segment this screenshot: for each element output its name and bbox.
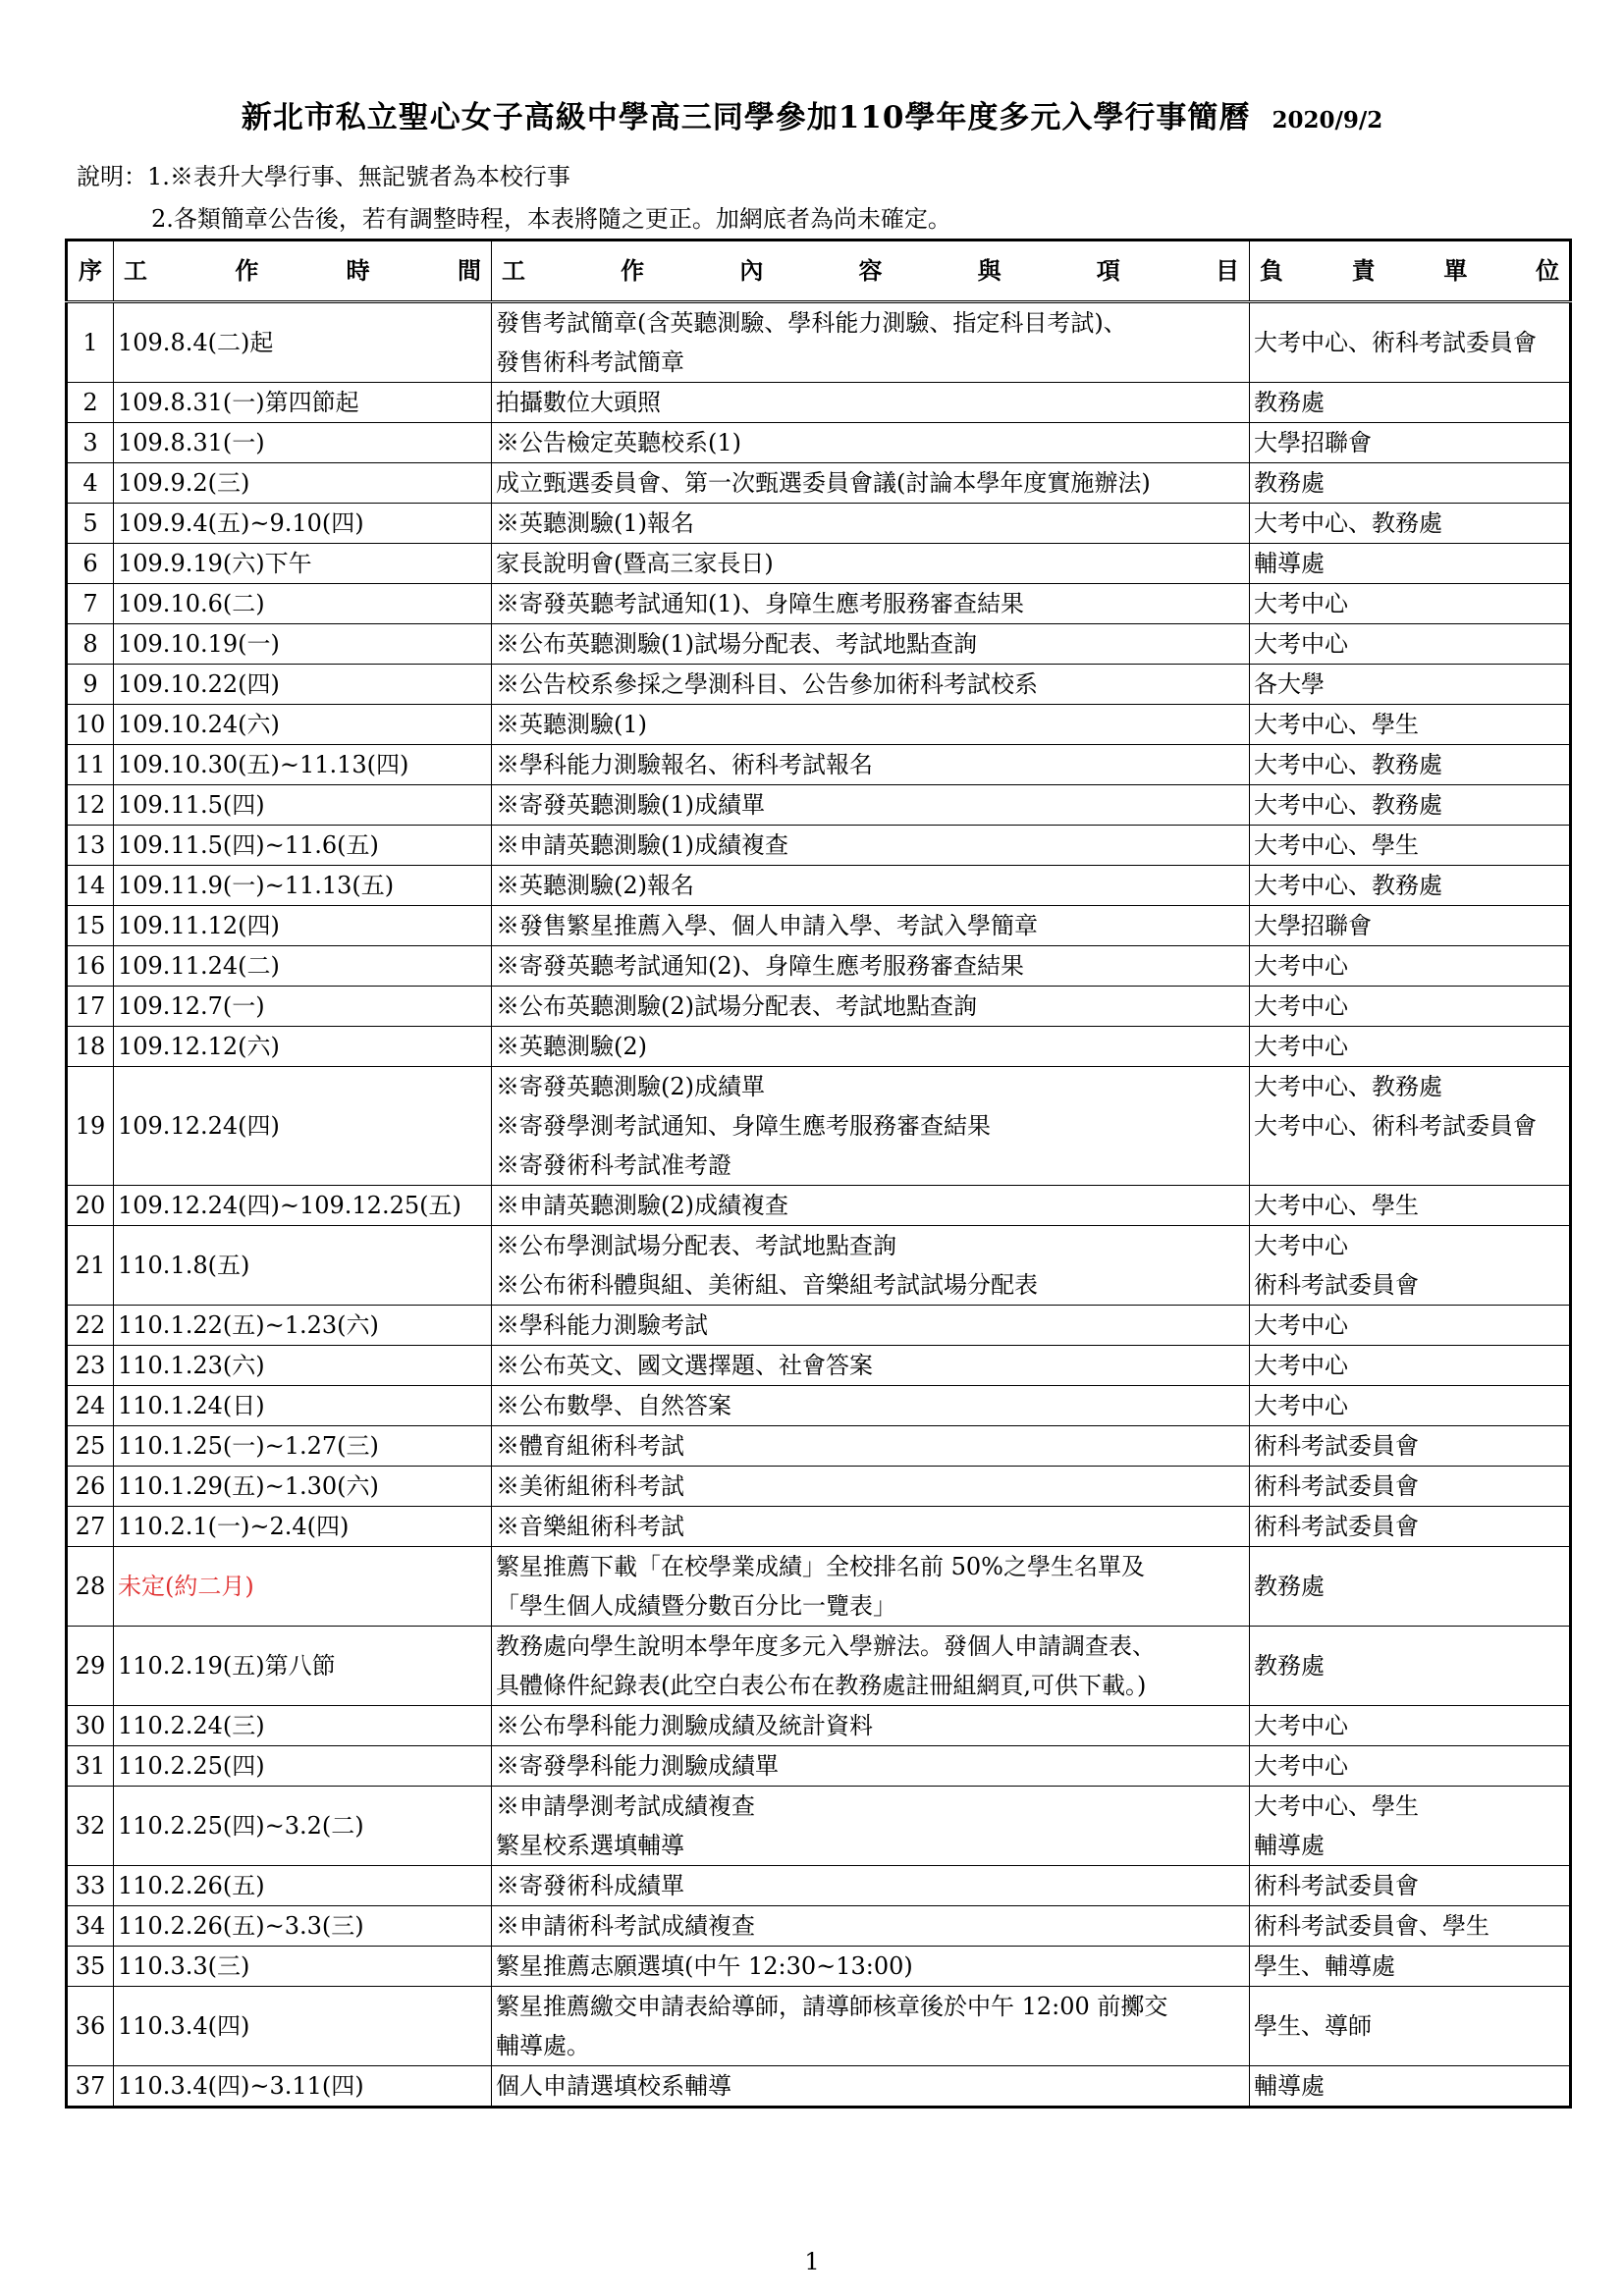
row-number: 15 [67,906,114,946]
content-line: 發售考試簡章(含英聽測驗、學科能力測驗、指定科目考試)、 [496,309,1127,337]
row-number: 7 [67,584,114,624]
row-number: 16 [67,946,114,987]
row-number: 12 [67,785,114,826]
row-content [492,1386,1250,1426]
row-unit [1250,1906,1571,1947]
unit-line: 術科考試委員會 [1254,1432,1419,1460]
row-content [492,1067,1250,1186]
row-number: 6 [67,544,114,584]
header-char: 單 [1443,256,1468,285]
content-line: ※發售繁星推薦入學、個人申請入學、考試入學簡章 [496,912,1038,939]
row-content [492,1226,1250,1306]
row-number: 4 [67,463,114,504]
row-unit [1250,1787,1571,1866]
row-time: 110.2.26(五)~3.3(三) [114,1906,492,1947]
row-time: 109.10.30(五)~11.13(四) [114,745,492,785]
content-line: ※寄發英聽考試通知(1)、身障生應考服務審查結果 [496,590,1024,617]
table-row [67,544,1571,584]
row-time: 109.10.19(一) [114,624,492,665]
row-time: 110.3.4(四) [114,1987,492,2066]
header-char: 作 [621,256,645,285]
table-row [67,1186,1571,1226]
row-content [492,584,1250,624]
content-line: 繁星推薦下載「在校學業成績」全校排名前 50%之學生名單及 [496,1553,1145,1580]
content-line: ※公告檢定英聽校系(1) [496,429,741,456]
content-line: ※公告校系參採之學測科目、公告參加術科考試校系 [496,670,1038,698]
row-content [492,1027,1250,1067]
row-content [492,906,1250,946]
row-content [492,2066,1250,2108]
content-line: ※英聽測驗(2)報名 [496,872,694,899]
row-number: 27 [67,1507,114,1547]
content-line: 繁星推薦繳交申請表給導師，請導師核章後於中午 12:00 前擲交 [496,1993,1168,2020]
unit-line: 大考中心 [1254,590,1348,617]
unit-line: 大考中心 [1254,992,1348,1020]
row-unit [1250,826,1571,866]
header-char: 工 [124,256,147,285]
content-line: 教務處向學生說明本學年度多元入學辦法。發個人申請調查表、 [496,1632,1156,1660]
document-date: 2020/9/2 [1272,107,1383,133]
table-row [67,1987,1571,2066]
table-row [67,866,1571,906]
content-line: ※音樂組術科考試 [496,1513,684,1540]
table-row [67,705,1571,745]
row-number: 11 [67,745,114,785]
table-row [67,1866,1571,1906]
row-unit [1250,383,1571,423]
row-number: 9 [67,665,114,705]
table-row [67,1306,1571,1346]
table-row [67,946,1571,987]
unit-line: 大考中心、教務處 [1254,1073,1442,1100]
content-line: ※公布學測試場分配表、考試地點查詢 [496,1232,896,1259]
unit-line: 大考中心 [1254,1352,1348,1379]
row-number: 33 [67,1866,114,1906]
row-time: 109.12.7(一) [114,987,492,1027]
unit-line: 大考中心、術科考試委員會 [1254,329,1537,356]
unit-line: 大學招聯會 [1254,912,1372,939]
header-char: 工 [502,256,525,285]
row-content [492,866,1250,906]
row-time: 110.2.1(一)~2.4(四) [114,1507,492,1547]
unit-line [1254,1146,1565,1185]
row-unit [1250,1706,1571,1746]
header-row [67,240,1571,302]
unit-line: 大考中心 [1254,1033,1348,1060]
content-line: 發售術科考試簡章 [496,348,684,376]
row-unit [1250,1987,1571,2066]
row-number: 23 [67,1346,114,1386]
row-unit [1250,302,1571,383]
row-content [492,1746,1250,1787]
unit-line: 術科考試委員會 [1254,1472,1419,1500]
unit-line: 大考中心、學生 [1254,711,1419,738]
table-row [67,1787,1571,1866]
unit-line: 教務處 [1254,389,1325,416]
content-line: ※申請英聽測驗(1)成績複查 [496,831,788,859]
content-line: 拍攝數位大頭照 [496,389,661,416]
row-unit [1250,1947,1571,1987]
row-time: 110.2.19(五)第八節 [114,1627,492,1706]
row-number: 28 [67,1547,114,1627]
row-content [492,1346,1250,1386]
content-line: ※寄發英聽考試通知(2)、身障生應考服務審查結果 [496,952,1024,980]
header-content [492,240,1250,302]
unit-line: 教務處 [1254,1573,1325,1600]
row-unit [1250,544,1571,584]
row-content [492,1547,1250,1627]
unit-line: 大考中心、學生 [1254,1192,1419,1219]
row-unit [1250,946,1571,987]
row-time: 109.10.22(四) [114,665,492,705]
row-time: 110.1.8(五) [114,1226,492,1306]
row-number: 30 [67,1706,114,1746]
row-number: 19 [67,1067,114,1186]
content-line: ※體育組術科考試 [496,1432,684,1460]
content-line: ※寄發術科考試准考證 [496,1151,731,1179]
row-content [492,1467,1250,1507]
row-number: 34 [67,1906,114,1947]
header-char: 目 [1215,256,1239,285]
unit-line: 大考中心、學生 [1254,831,1419,859]
row-time: 110.1.25(一)~1.27(三) [114,1426,492,1467]
row-time: 109.11.5(四)~11.6(五) [114,826,492,866]
row-time: 109.12.24(四) [114,1067,492,1186]
header-char: 時 [346,256,370,285]
row-number: 2 [67,383,114,423]
row-time: 109.9.19(六)下午 [114,544,492,584]
row-unit [1250,1547,1571,1627]
unit-line: 術科考試委員會 [1254,1271,1419,1299]
row-unit [1250,1067,1571,1186]
row-number: 26 [67,1467,114,1507]
header-char: 容 [858,256,883,285]
row-time: 109.8.4(二)起 [114,302,492,383]
row-time: 109.11.9(一)~11.13(五) [114,866,492,906]
row-number: 37 [67,2066,114,2108]
table-row [67,2066,1571,2108]
row-unit [1250,1027,1571,1067]
row-unit [1250,906,1571,946]
row-unit [1250,987,1571,1027]
row-unit [1250,504,1571,544]
table-row [67,1467,1571,1507]
unit-line: 大考中心、教務處 [1254,751,1442,778]
table-row [67,665,1571,705]
content-line: ※申請學測考試成績複查 [496,1792,755,1820]
row-content [492,1186,1250,1226]
row-unit [1250,866,1571,906]
row-unit [1250,624,1571,665]
row-number: 8 [67,624,114,665]
row-number: 14 [67,866,114,906]
table-row [67,906,1571,946]
unit-line: 術科考試委員會 [1254,1513,1419,1540]
row-content [492,785,1250,826]
table-row [67,1547,1571,1627]
header-char: 作 [235,256,259,285]
row-time: 未定(約二月) [114,1547,492,1627]
row-content [492,1306,1250,1346]
header-time [114,240,492,302]
unit-line: 大學招聯會 [1254,429,1372,456]
unit-line: 大考中心 [1254,1712,1348,1739]
row-number: 5 [67,504,114,544]
row-time: 110.3.4(四)~3.11(四) [114,2066,492,2108]
row-unit [1250,1627,1571,1706]
header-unit [1250,240,1571,302]
row-content [492,705,1250,745]
row-number: 3 [67,423,114,463]
unit-line: 大考中心、教務處 [1254,509,1442,537]
content-line: ※申請英聽測驗(2)成績複查 [496,1192,788,1219]
row-content [492,383,1250,423]
table-row [67,826,1571,866]
row-unit [1250,1746,1571,1787]
row-content [492,624,1250,665]
content-line: ※英聽測驗(1)報名 [496,509,694,537]
row-content [492,1507,1250,1547]
row-number: 36 [67,1987,114,2066]
row-unit [1250,745,1571,785]
unit-line: 大考中心 [1254,1311,1348,1339]
row-unit [1250,785,1571,826]
row-unit [1250,2066,1571,2108]
row-time: 109.8.31(一)第四節起 [114,383,492,423]
row-unit [1250,1186,1571,1226]
row-time: 109.11.24(二) [114,946,492,987]
row-content [492,423,1250,463]
table-row [67,1706,1571,1746]
table-row [67,1906,1571,1947]
row-unit [1250,1346,1571,1386]
unit-line: 各大學 [1254,670,1325,698]
row-unit [1250,463,1571,504]
unit-line: 大考中心 [1254,1232,1348,1259]
row-unit [1250,423,1571,463]
unit-line: 大考中心、教務處 [1254,791,1442,819]
row-unit [1250,1306,1571,1346]
unit-line: 術科考試委員會、學生 [1254,1912,1489,1940]
row-content [492,463,1250,504]
content-line: ※公布學科能力測驗成績及統計資料 [496,1712,873,1739]
row-number: 35 [67,1947,114,1987]
content-line: ※寄發學測考試通知、身障生應考服務審查結果 [496,1112,991,1140]
row-time: 110.2.25(四) [114,1746,492,1787]
content-line: ※學科能力測驗考試 [496,1311,708,1339]
row-unit [1250,1386,1571,1426]
row-content [492,1987,1250,2066]
content-line: 輔導處。 [496,2032,590,2059]
header-char: 位 [1535,256,1559,285]
row-time: 110.1.29(五)~1.30(六) [114,1467,492,1507]
header-char: 與 [977,256,1001,285]
unit-line: 教務處 [1254,469,1325,497]
table-row [67,1947,1571,1987]
content-line: ※寄發英聽測驗(1)成績單 [496,791,765,819]
row-number: 22 [67,1306,114,1346]
table-row [67,383,1571,423]
row-content [492,745,1250,785]
table-row [67,624,1571,665]
document-title: 新北市私立聖心女子高級中學高三同學參加110學年度多元入學行事簡曆 [241,100,1251,135]
unit-line: 學生、輔導處 [1254,1952,1395,1980]
table-row [67,785,1571,826]
content-line: ※學科能力測驗報名、術科考試報名 [496,751,873,778]
unit-line: 大考中心、術科考試委員會 [1254,1112,1537,1140]
table-row [67,302,1571,383]
table-row [67,1507,1571,1547]
row-unit [1250,1226,1571,1306]
row-number: 25 [67,1426,114,1467]
row-number: 24 [67,1386,114,1426]
content-line: ※公布數學、自然答案 [496,1392,731,1419]
row-number: 13 [67,826,114,866]
row-number: 29 [67,1627,114,1706]
table-row [67,1386,1571,1426]
unit-line: 術科考試委員會 [1254,1872,1419,1899]
unit-line: 大考中心 [1254,1752,1348,1780]
row-content [492,1426,1250,1467]
table-row [67,1426,1571,1467]
header-seq: 序 [67,240,114,302]
row-number: 10 [67,705,114,745]
header-char: 間 [457,256,481,285]
table-row [67,584,1571,624]
row-unit [1250,1467,1571,1507]
row-time: 109.12.12(六) [114,1027,492,1067]
content-line: 繁星推薦志願選填(中午 12:30~13:00) [496,1952,913,1980]
unit-line: 大考中心 [1254,1392,1348,1419]
row-content [492,1866,1250,1906]
table-row [67,1067,1571,1186]
table-row [67,1627,1571,1706]
row-content [492,987,1250,1027]
row-time: 110.2.25(四)~3.2(二) [114,1787,492,1866]
note-1: 說明：1.※表升大學行事、無記號者為本校行事 [77,163,570,190]
row-content [492,1706,1250,1746]
row-time: 109.12.24(四)~109.12.25(五) [114,1186,492,1226]
content-line: 具體條件紀錄表(此空白表公布在教務處註冊組網頁,可供下載。) [496,1672,1147,1699]
table-row [67,1746,1571,1787]
row-number: 18 [67,1027,114,1067]
schedule-table [65,239,1572,2109]
content-line: ※英聽測驗(1) [496,711,647,738]
row-time: 109.9.2(三) [114,463,492,504]
row-content [492,1627,1250,1706]
content-line: 成立甄選委員會、第一次甄選委員會議(討論本學年度實施辦法) [496,469,1151,497]
row-number: 32 [67,1787,114,1866]
content-line: 家長說明會(暨高三家長日) [496,550,774,577]
row-content [492,544,1250,584]
row-time: 109.11.5(四) [114,785,492,826]
row-time: 110.2.26(五) [114,1866,492,1906]
row-unit [1250,665,1571,705]
content-line: ※申請術科考試成績複查 [496,1912,755,1940]
row-content [492,1906,1250,1947]
content-line: ※美術組術科考試 [496,1472,684,1500]
note-2: 2.各類簡章公告後，若有調整時程，本表將隨之更正。加網底者為尚未確定。 [151,205,951,233]
table-row [67,987,1571,1027]
row-time: 109.11.12(四) [114,906,492,946]
content-line: ※公布英聽測驗(1)試場分配表、考試地點查詢 [496,630,977,658]
header-char: 負 [1260,256,1283,285]
table-row [67,504,1571,544]
page-number: 1 [804,2248,820,2275]
table-row [67,463,1571,504]
row-time: 109.10.6(二) [114,584,492,624]
row-number: 1 [67,302,114,383]
row-unit [1250,705,1571,745]
header-char: 項 [1096,256,1120,285]
unit-line: 學生、導師 [1254,2012,1372,2040]
row-number: 31 [67,1746,114,1787]
row-number: 17 [67,987,114,1027]
unit-line: 輔導處 [1254,1832,1325,1859]
table-row [67,423,1571,463]
content-line: ※公布術科體與組、美術組、音樂組考試試場分配表 [496,1271,1038,1299]
row-content [492,946,1250,987]
content-line: 個人申請選填校系輔導 [496,2072,731,2100]
unit-line: 大考中心、學生 [1254,1792,1419,1820]
content-line: ※寄發英聽測驗(2)成績單 [496,1073,765,1100]
row-unit [1250,1426,1571,1467]
unit-line: 大考中心 [1254,630,1348,658]
content-line: ※英聽測驗(2) [496,1033,647,1060]
row-unit [1250,1866,1571,1906]
row-number: 20 [67,1186,114,1226]
unit-line: 大考中心 [1254,952,1348,980]
row-content [492,302,1250,383]
row-content [492,1787,1250,1866]
unit-line: 大考中心、教務處 [1254,872,1442,899]
content-line: 「學生個人成績暨分數百分比一覽表」 [496,1592,896,1620]
unit-line: 輔導處 [1254,2072,1325,2100]
header-char: 責 [1351,256,1376,285]
row-content [492,665,1250,705]
row-time: 110.1.24(日) [114,1386,492,1426]
row-unit [1250,1507,1571,1547]
row-content [492,504,1250,544]
row-time: 109.9.4(五)~9.10(四) [114,504,492,544]
row-time: 109.8.31(一) [114,423,492,463]
row-content [492,1947,1250,1987]
row-content [492,826,1250,866]
unit-line: 教務處 [1254,1652,1325,1680]
table-row [67,745,1571,785]
row-time: 110.1.23(六) [114,1346,492,1386]
content-line: ※寄發學科能力測驗成績單 [496,1752,779,1780]
row-unit [1250,584,1571,624]
content-line: 繁星校系選填輔導 [496,1832,684,1859]
row-number: 21 [67,1226,114,1306]
content-line: ※寄發術科成績單 [496,1872,684,1899]
table-row [67,1346,1571,1386]
content-line: ※公布英聽測驗(2)試場分配表、考試地點查詢 [496,992,977,1020]
unit-line: 輔導處 [1254,550,1325,577]
table-row [67,1027,1571,1067]
row-time: 110.2.24(三) [114,1706,492,1746]
row-time: 110.3.3(三) [114,1947,492,1987]
row-time: 109.10.24(六) [114,705,492,745]
row-time: 110.1.22(五)~1.23(六) [114,1306,492,1346]
content-line: ※公布英文、國文選擇題、社會答案 [496,1352,873,1379]
header-char: 內 [739,256,764,285]
title-line [59,92,1565,139]
table-row [67,1226,1571,1306]
